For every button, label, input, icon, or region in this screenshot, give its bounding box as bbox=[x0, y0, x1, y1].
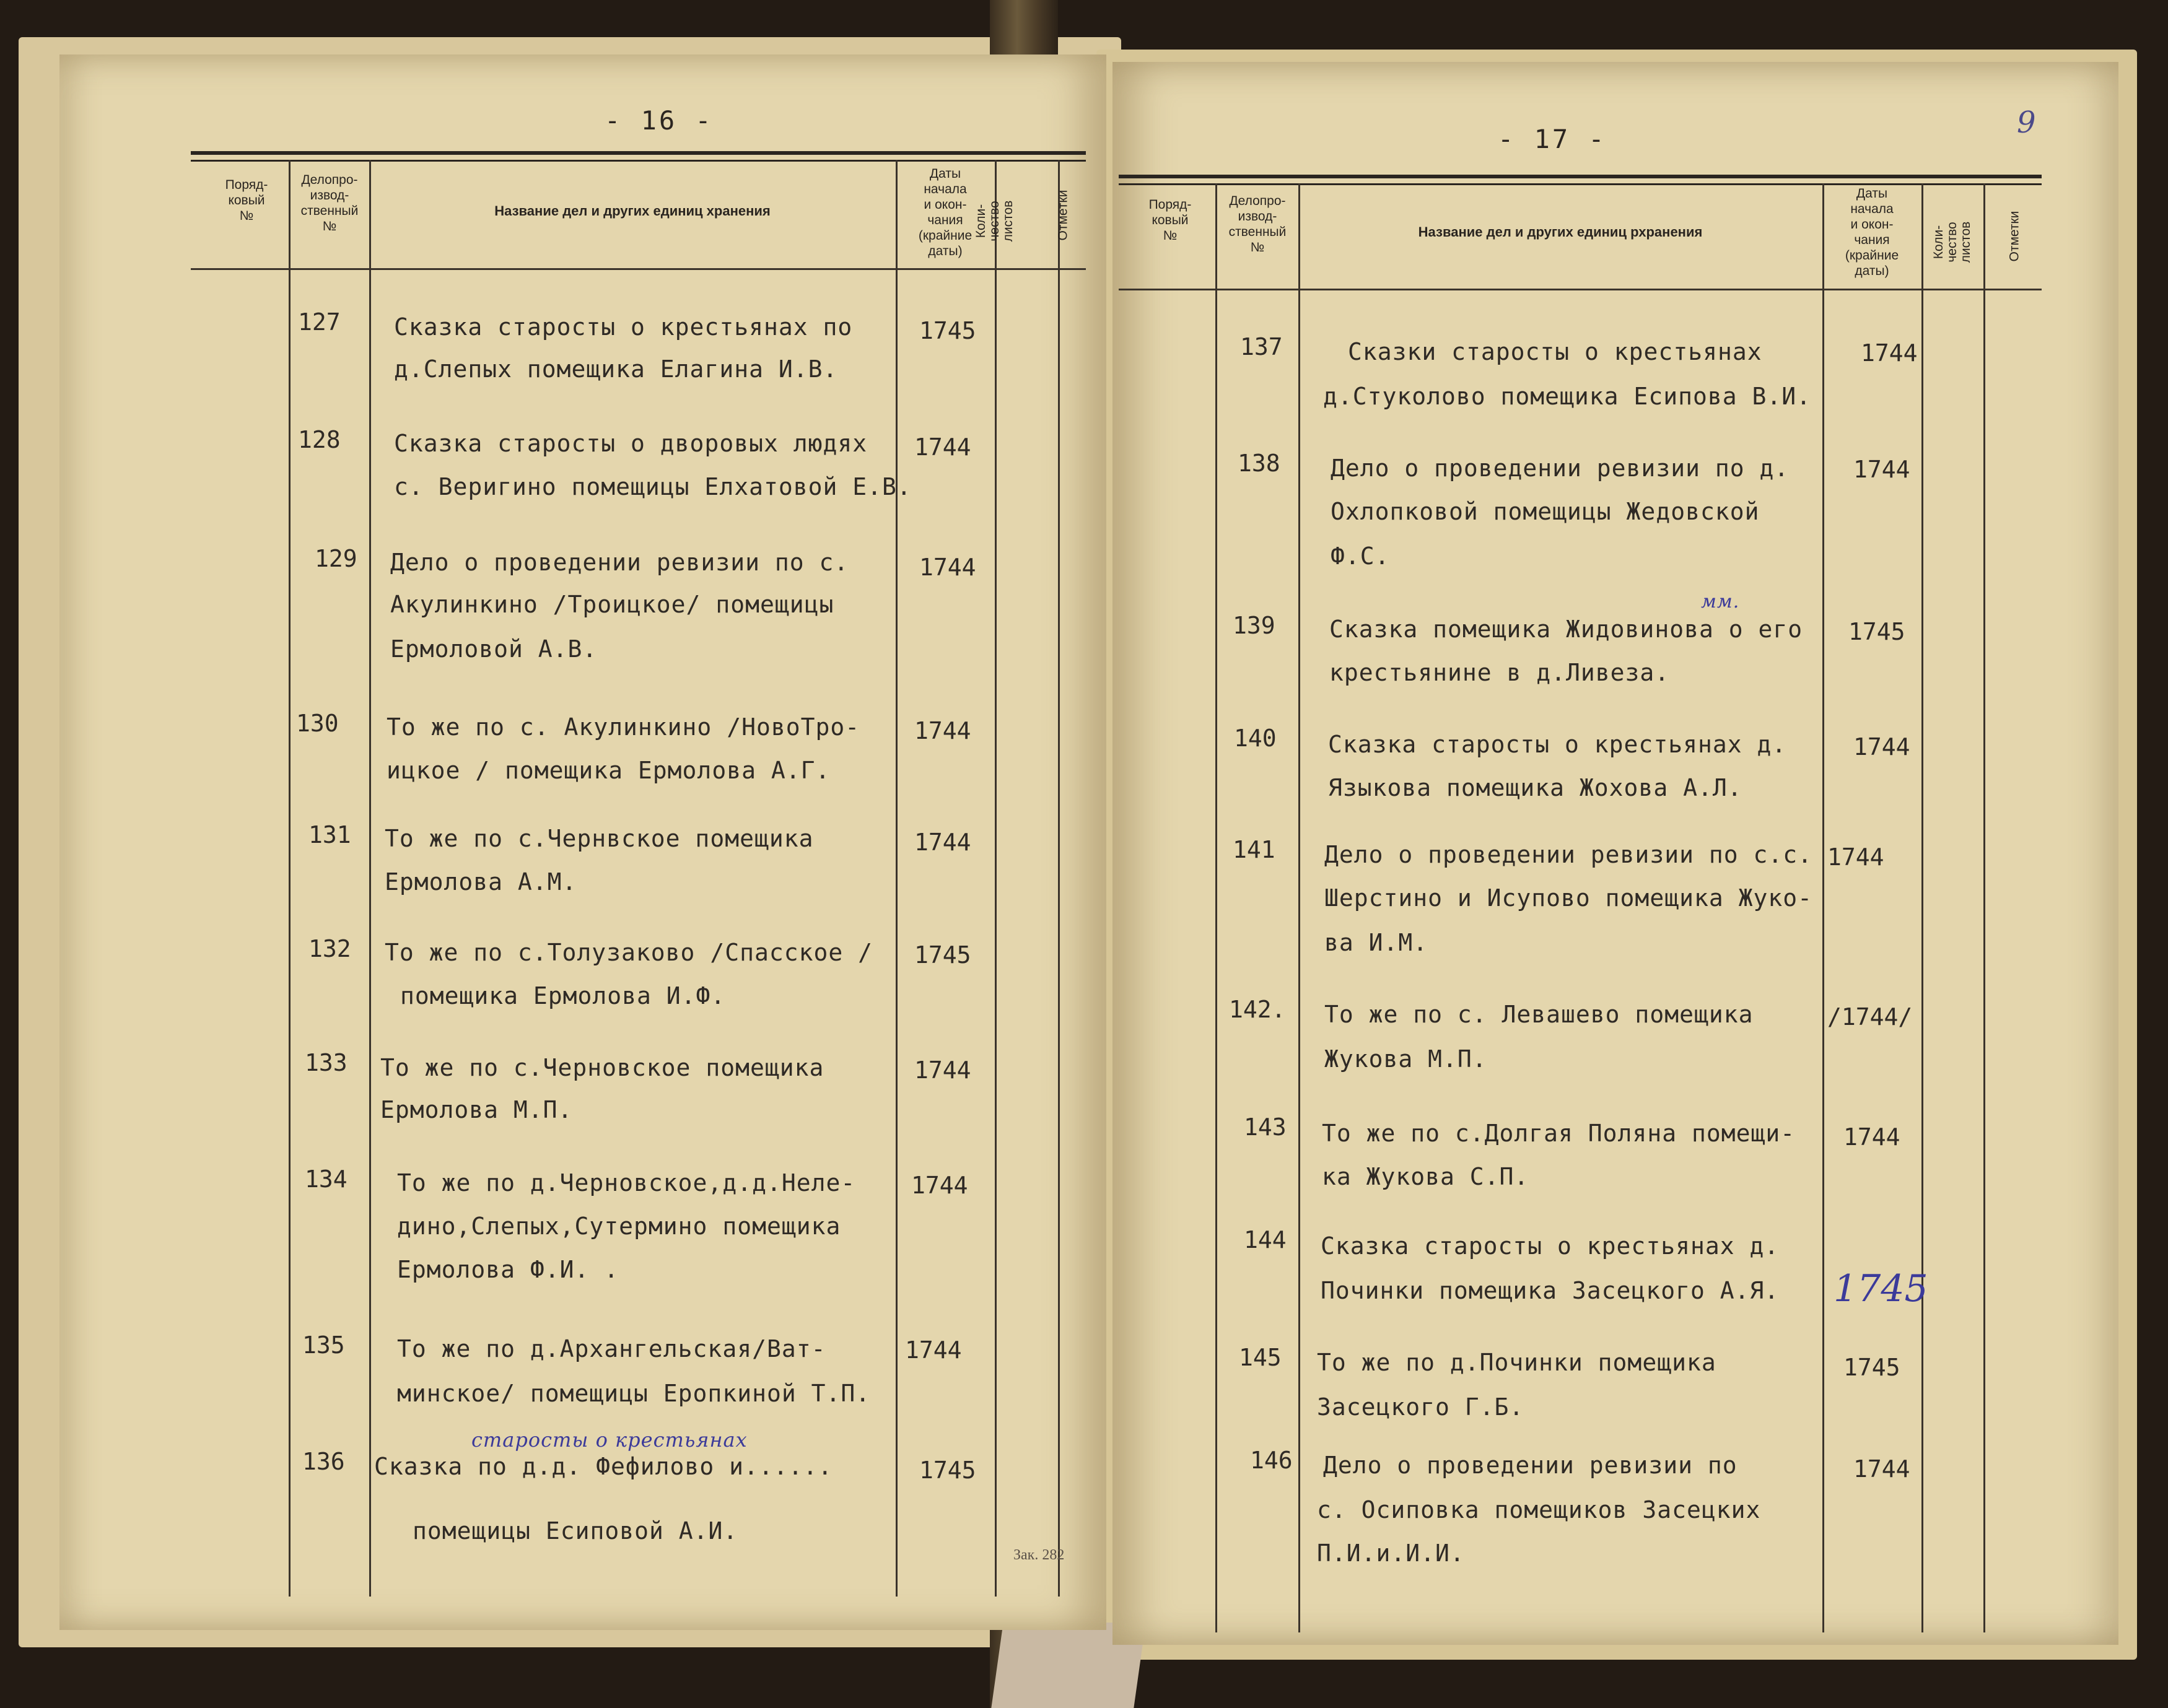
row-year: /1744/ bbox=[1827, 1003, 1913, 1030]
row-year: 1744 bbox=[919, 554, 976, 581]
header-sheet-count: Коли- чество листов bbox=[1931, 221, 1973, 263]
row-year: 1745 bbox=[919, 317, 976, 344]
row-title-line: Дело о проведении ревизии по с. bbox=[390, 549, 849, 576]
row-title-line: То же по д.Архангельская/Ват- bbox=[397, 1335, 826, 1362]
row-title-line: То же по с. Акулинкино /НовоТро- bbox=[387, 713, 860, 741]
header-sheet-count: Коли- чество листов bbox=[974, 200, 1015, 242]
row-title-line: Ф.С. bbox=[1331, 542, 1390, 570]
header-dates: Даты начала и окон- чания (крайние даты) bbox=[1845, 186, 1899, 278]
row-title-line: д.Слепых помещика Елагина И.В. bbox=[394, 355, 838, 383]
row-number: 136 bbox=[302, 1448, 345, 1475]
column-divider bbox=[369, 160, 371, 1597]
row-number: 130 bbox=[296, 710, 339, 737]
row-title-line: крестьянине в д.Ливеза. bbox=[1329, 659, 1670, 686]
row-number: 142. bbox=[1229, 996, 1286, 1023]
row-year: 1744 bbox=[1861, 339, 1918, 367]
header-notes: Отметки bbox=[1056, 190, 1070, 241]
row-title-line: Ермолова Ф.И. . bbox=[397, 1256, 619, 1283]
row-title-line: То же по с. Левашево помещика bbox=[1324, 1001, 1754, 1028]
row-title-line: Охлопковой помещицы Жедовской bbox=[1331, 498, 1760, 525]
row-title-line: Дело о проведении ревизии по д. bbox=[1331, 455, 1790, 482]
header-title: Название дел и других единиц хранения bbox=[494, 203, 771, 219]
row-year: 1744 bbox=[1827, 843, 1884, 871]
row-year: 1744 bbox=[1853, 733, 1910, 760]
row-year: 1745 bbox=[1843, 1354, 1900, 1381]
row-title-line: Ермолова А.М. bbox=[385, 868, 577, 895]
row-title-line: То же по с.Толузаково /Спасское / bbox=[385, 939, 873, 966]
header-rule bbox=[1119, 175, 2042, 178]
row-title-line: Починки помещика Засецкого А.Я. bbox=[1321, 1277, 1780, 1304]
order-footer: Зак. 282 bbox=[1013, 1547, 1065, 1563]
row-title-line: Сказка старосты о крестьянах по bbox=[394, 313, 853, 341]
header-rule bbox=[1119, 183, 2042, 185]
row-year: 1744 bbox=[1853, 1455, 1910, 1483]
row-year: 1745 bbox=[1848, 618, 1905, 645]
row-title-line: Сказка старосты о крестьянах д. bbox=[1328, 731, 1787, 758]
row-year: 1744 bbox=[1843, 1123, 1900, 1151]
row-number: 146 bbox=[1250, 1447, 1293, 1474]
row-title-line: Ермоловой А.В. bbox=[390, 635, 598, 663]
row-title-line: минское/ помещицы Еропкиной Т.П. bbox=[397, 1380, 871, 1407]
row-number: 135 bbox=[302, 1331, 345, 1359]
column-divider bbox=[1921, 183, 1923, 1632]
folio-mark: 9 bbox=[2017, 105, 2036, 140]
row-title-line: Шерстино и Исупово помещика Жуко- bbox=[1324, 884, 1812, 912]
row-number: 128 bbox=[298, 426, 341, 453]
header-order-no: Поряд- ковый № bbox=[225, 178, 268, 223]
row-title-line: ка Жукова С.П. bbox=[1322, 1163, 1529, 1190]
row-title-line: То же по с.Чернвское помещика bbox=[385, 825, 814, 852]
page-number: - 16 - bbox=[605, 105, 714, 136]
header-notes: Отметки bbox=[2007, 211, 2022, 262]
column-divider bbox=[1058, 160, 1060, 1597]
column-divider bbox=[995, 160, 997, 1597]
row-title-line: помещика Ермолова И.Ф. bbox=[400, 982, 726, 1009]
header-order-no: Поряд- ковый № bbox=[1148, 198, 1192, 243]
page-number: - 17 - bbox=[1498, 124, 1607, 154]
handwritten-annotation: мм. bbox=[1701, 591, 1740, 612]
row-number: 144 bbox=[1244, 1226, 1287, 1253]
row-number: 137 bbox=[1240, 333, 1283, 360]
row-title-line: Сказки старосты о крестьянах bbox=[1348, 338, 1762, 365]
row-number: 145 bbox=[1239, 1344, 1282, 1371]
row-title-line: То же по с.Долгая Поляна помещи- bbox=[1322, 1120, 1796, 1147]
row-year: 1744 bbox=[1853, 456, 1910, 483]
row-title-line: Сказка старосты о крестьянах д. bbox=[1321, 1232, 1780, 1260]
row-number: 141 bbox=[1233, 836, 1275, 863]
row-title-line: Языкова помещика Жохова А.Л. bbox=[1328, 774, 1742, 801]
header-title: Название дел и других единиц рхранения bbox=[1418, 224, 1703, 240]
row-year: 1744 bbox=[914, 829, 971, 856]
row-number: 133 bbox=[305, 1049, 347, 1076]
column-divider bbox=[1983, 183, 1985, 1632]
row-year: 1744 bbox=[911, 1172, 968, 1199]
row-number: 134 bbox=[305, 1166, 347, 1193]
header-office-no: Делопро- извод- ственный № bbox=[1228, 194, 1287, 255]
row-title-line: То же по с.Черновское помещика bbox=[380, 1054, 824, 1081]
row-title-line: ицкое / помещика Ермолова А.Г. bbox=[387, 757, 831, 784]
column-divider bbox=[1215, 183, 1217, 1632]
header-rule bbox=[191, 160, 1086, 162]
row-year: 1744 bbox=[914, 1057, 971, 1084]
row-title-line: дино,Слепых,Сутермино помещика bbox=[397, 1213, 841, 1240]
column-divider bbox=[1822, 183, 1824, 1632]
row-year: 1745 bbox=[919, 1457, 976, 1484]
row-number: 127 bbox=[298, 308, 341, 336]
right-page bbox=[1112, 62, 2118, 1645]
row-year-handwritten: 1745 bbox=[1834, 1267, 1928, 1310]
row-number: 139 bbox=[1233, 612, 1275, 639]
row-title-line: с. Осиповка помещиков Засецких bbox=[1317, 1496, 1761, 1523]
row-title-line: Сказка по д.д. Фефилово и...... bbox=[374, 1453, 833, 1480]
row-year: 1744 bbox=[905, 1336, 962, 1364]
row-year: 1745 bbox=[914, 941, 971, 969]
row-year: 1744 bbox=[914, 434, 971, 461]
row-title-line: То же по д.Починки помещика bbox=[1317, 1349, 1716, 1376]
row-title-line: д.Стуколово помещика Есипова В.И. bbox=[1323, 383, 1811, 410]
header-rule bbox=[191, 151, 1086, 155]
column-divider bbox=[1298, 183, 1300, 1632]
header-office-no: Делопро- извод- ственный № bbox=[300, 173, 359, 233]
row-title-line: Дело о проведении ревизии по bbox=[1323, 1452, 1737, 1479]
row-title-line: П.И.и.И.И. bbox=[1317, 1540, 1465, 1567]
row-number: 131 bbox=[308, 821, 351, 848]
header-bottom-rule bbox=[1119, 289, 2042, 290]
left-page bbox=[59, 54, 1106, 1630]
row-title-line: Сказка помещика Жидовинова о его bbox=[1329, 616, 1803, 643]
row-title-line: помещицы Есиповой А.И. bbox=[413, 1517, 738, 1545]
row-year: 1744 bbox=[914, 717, 971, 744]
row-number: 129 bbox=[315, 545, 357, 572]
row-title-line: Сказка старосты о дворовых людях bbox=[394, 430, 868, 457]
header-bottom-rule bbox=[191, 268, 1086, 270]
column-divider bbox=[896, 160, 898, 1597]
row-title-line: Акулинкино /Троицкое/ помещицы bbox=[390, 591, 834, 618]
row-number: 140 bbox=[1234, 725, 1277, 752]
row-title-line: Дело о проведении ревизии по с.с. bbox=[1324, 841, 1812, 868]
row-title-line: Жукова М.П. bbox=[1324, 1045, 1487, 1073]
row-number: 143 bbox=[1244, 1113, 1287, 1141]
column-divider bbox=[289, 160, 291, 1597]
row-title-line: Засецкого Г.Б. bbox=[1317, 1393, 1524, 1421]
row-title-line: Ермолова М.П. bbox=[380, 1096, 573, 1123]
row-number: 132 bbox=[308, 935, 351, 962]
row-title-line: с. Веригино помещицы Елхатовой Е.В. bbox=[394, 473, 912, 500]
row-title-line: То же по д.Черновское,д.д.Неле- bbox=[397, 1169, 856, 1196]
row-number: 138 bbox=[1238, 450, 1280, 477]
handwritten-annotation: старосты о крестьянах bbox=[471, 1428, 748, 1452]
header-dates: Даты начала и окон- чания (крайние даты) bbox=[918, 167, 973, 258]
row-title-line: ва И.М. bbox=[1324, 929, 1428, 956]
